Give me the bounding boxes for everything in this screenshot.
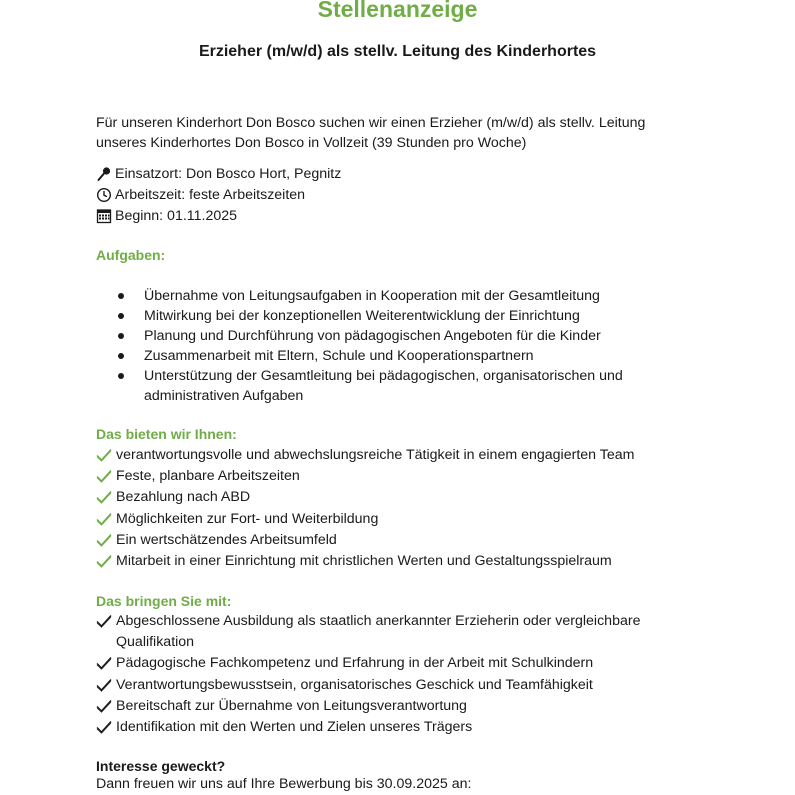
list-item: verantwortungsvolle und abwechslungsreiche Tätigkeit in einem engagierten Team	[96, 445, 696, 466]
worktime-line	[96, 185, 305, 205]
check-icon	[96, 720, 112, 734]
closing-heading: Interesse geweckt?	[96, 758, 226, 774]
list-item: Zusammenarbeit mit Eltern, Schule und Kooperationspartnern	[96, 346, 686, 366]
list-item: Ein wertschätzendes Arbeitsumfeld	[96, 530, 696, 551]
offer-list	[96, 445, 696, 572]
list-item: Bezahlung nach ABD	[96, 487, 696, 508]
list-item: Planung und Durchführung von pädagogischen Angeboten für die Kinder	[96, 326, 686, 346]
bullet-icon	[118, 373, 124, 379]
list-item: Pädagogische Fachkompetenz und Erfahrung in der Arbeit mit Schulkindern	[96, 653, 686, 674]
clock-icon	[96, 187, 112, 203]
bullet-icon	[118, 293, 124, 299]
list-item: Verantwortungsbewusstsein, organisatorisches Geschick und Teamfähigkeit	[96, 675, 686, 696]
list-item: Bereitschaft zur Übernahme von Leitungsverantwortung	[96, 696, 686, 717]
check-icon	[96, 656, 112, 670]
green-check-icon	[96, 448, 112, 462]
offer-heading: Das bieten wir Ihnen:	[96, 426, 237, 442]
green-check-icon	[96, 469, 112, 483]
green-check-icon	[96, 490, 112, 504]
list-item: Feste, planbare Arbeitszeiten	[96, 466, 696, 487]
page-title: Stellenanzeige	[317, 0, 478, 22]
location-line	[96, 164, 341, 184]
worktime-text: Arbeitszeit: feste Arbeitszeiten	[115, 187, 306, 203]
tasks-heading: Aufgaben:	[96, 247, 166, 263]
start-text: Beginn: 01.11.2025	[115, 208, 238, 224]
closing-text: Dann freuen wir uns auf Ihre Bewerbung bis 30.09.2025 an:	[96, 776, 472, 792]
list-item: Abgeschlossene Ausbildung als staatlich anerkannter Erzieherin oder vergleichbare Qualifikation	[96, 611, 686, 653]
list-item: Mitwirkung bei der konzeptionellen Weiterentwicklung der Einrichtung	[96, 306, 686, 326]
start-line	[96, 206, 237, 226]
location-text: Einsatzort: Don Bosco Hort, Pegnitz	[115, 166, 342, 182]
bullet-icon	[118, 353, 124, 359]
requirements-heading: Das bringen Sie mit:	[96, 593, 232, 609]
intro-paragraph: Für unseren Kinderhort Don Bosco suchen wir einen Erzieher (m/w/d) als stellv. Leitung unseres Kinderhortes Don Bosco in Vollzeit (39 Stunden pro Woche)	[96, 115, 646, 151]
list-item: Identifikation mit den Werten und Zielen unseres Trägers	[96, 717, 686, 738]
bullet-icon	[118, 313, 124, 319]
green-check-icon	[96, 512, 112, 526]
check-icon	[96, 614, 112, 628]
job-subtitle: Erzieher (m/w/d) als stellv. Leitung des Kinderhortes	[198, 43, 597, 60]
list-item: Übernahme von Leitungsaufgaben in Kooperation mit der Gesamtleitung	[96, 286, 686, 306]
green-check-icon	[96, 533, 112, 547]
list-item: Mitarbeit in einer Einrichtung mit christlichen Werten und Gestaltungsspielraum	[96, 551, 696, 572]
pin-icon	[96, 166, 112, 182]
list-item: Möglichkeiten zur Fort- und Weiterbildung	[96, 509, 696, 530]
list-item: Unterstützung der Gesamtleitung bei pädagogischen, organisatorischen und administrativen Aufgaben	[96, 366, 686, 406]
green-check-icon	[96, 554, 112, 568]
requirements-list	[96, 611, 686, 738]
bullet-icon	[118, 333, 124, 339]
check-icon	[96, 699, 112, 713]
check-icon	[96, 678, 112, 692]
calendar-icon	[96, 208, 112, 224]
tasks-list	[96, 286, 686, 406]
